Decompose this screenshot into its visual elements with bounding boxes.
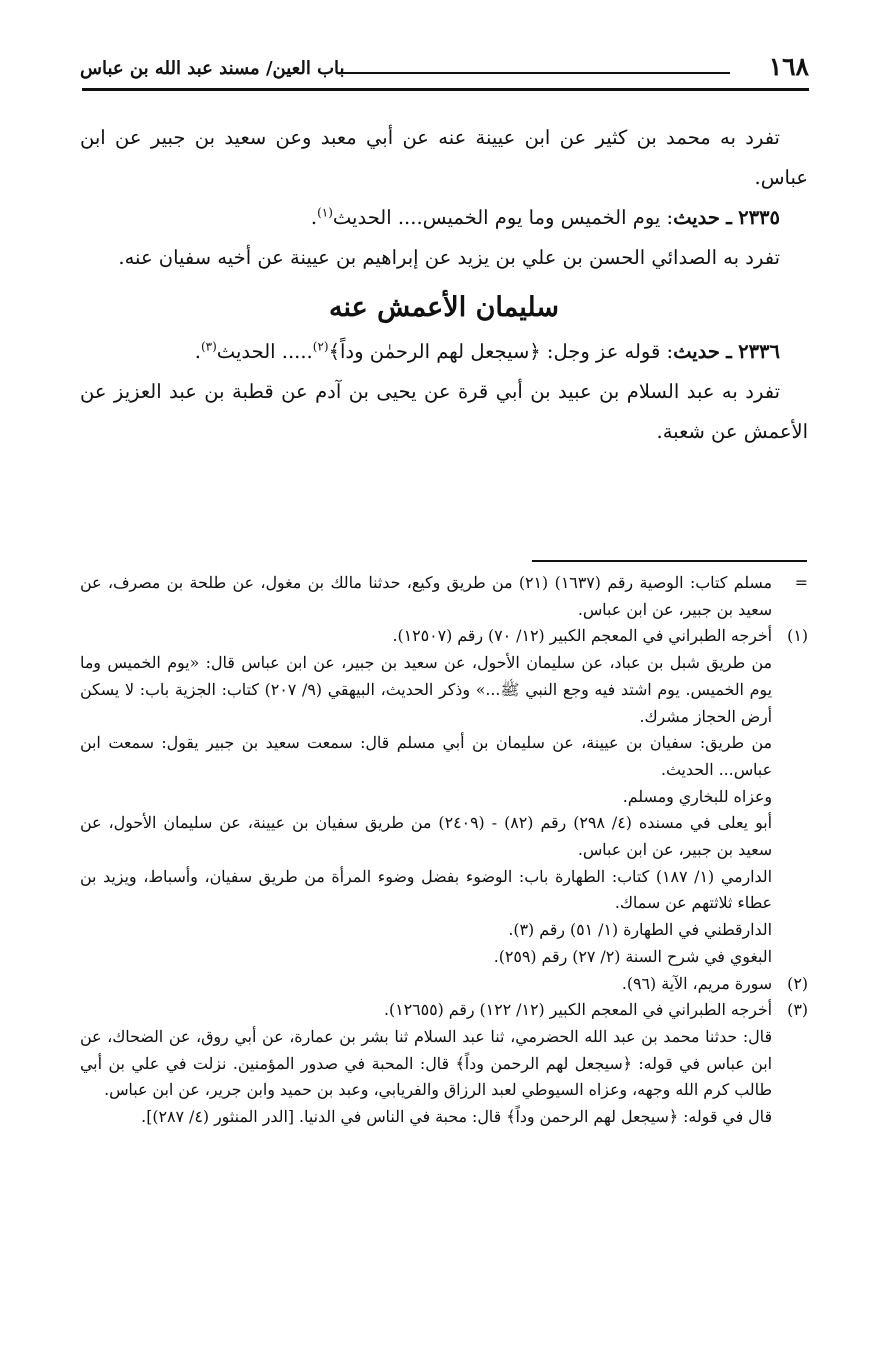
paragraph-1: تفرد به محمد بن كثير عن ابن عيينة عنه عن أبي معبد وعن سعيد بن جبير عن ابن عباس. <box>80 126 808 189</box>
footnote-1-source: من طريق شبل بن عباد، عن سليمان الأحول، عن سعيد بن جبير، عن ابن عباس قال: «يوم الخميس وما يوم الخميس. يوم اشتد فيه وجع النبي ﷺ...» وذكر الحديث، البيهقي (٩/ ٢٠٧) كتاب: الجزية باب: لا يسكن أرض الحجاز مشرك. <box>80 653 772 726</box>
footnote-1-source: من طريق: سفيان بن عيينة، عن سليمان بن أبي مسلم قال: سمعت سعيد بن جبير يقول: سمعت ابن عباس... الحديث. <box>80 733 772 779</box>
footnotes <box>80 570 808 1131</box>
page-number: ١٦٨ <box>768 52 809 81</box>
main-text <box>80 118 808 452</box>
footnote-3-source: قال: حدثنا محمد بن عبد الله الحضرمي، ثنا عبد السلام ثنا بشر بن عمارة، عن أبي روق، عن الضحاك، عن ابن عباس في قوله: ﴿سيجعل لهم الرحمن وداً﴾ قال: المحبة في صدور المؤمنين. نزلت في علي بن أبي طالب كرم الله وجهه، وعزاه السيوطي لعبد الرزاق والفريابي، وعبد بن حميد وابن جرير، عن ابن عباس. <box>80 1026 772 1100</box>
paragraph-2: تفرد به الصدائي الحسن بن علي بن يزيد عن إبراهيم بن عيينة عن أخيه سفيان عنه. <box>118 246 780 269</box>
hadith-text: : يوم الخميس وما يوم الخميس.... الحديث <box>332 206 674 229</box>
footnote-ref-3: (٣) <box>200 339 217 354</box>
hadith-text: : قوله عز وجل: ﴿سيجعل لهم الرحمٰن وداً﴾ <box>328 340 674 363</box>
hadith-keyword: حديث <box>673 206 720 229</box>
footnote-1-source: أبو يعلى في مسنده (٤/ ٢٩٨) رقم (٨٢) - (٢٤٠٩) من طريق سفيان بن عيينة، عن سليمان الأحول، عن سعيد بن جبير، عن ابن عباس. <box>80 813 773 860</box>
footnote-ref-1: (١) <box>317 205 333 220</box>
footnote-mark: (٢) <box>787 973 808 993</box>
paragraph-3: تفرد به عبد السلام بن عبيد بن أبي قرة عن يحيى بن آدم عن قطبة بن عبد العزيز عن الأعمش عن شعبة. <box>80 380 808 443</box>
running-title: باب العين/ مسند عبد الله بن عباس <box>80 58 345 79</box>
header-rule <box>82 88 809 91</box>
section-heading: سليمان الأعمش عنه <box>329 292 559 323</box>
hadith-number: ٢٣٣٥ <box>738 206 780 229</box>
footnote-1: (١) أخرجه الطبراني في المعجم الكبير (١٢/ ٧٠) رقم (١٢٥٠٧). <box>80 623 808 650</box>
footnote-separator <box>532 560 807 562</box>
footnote-3: (٣) أخرجه الطبراني في المعجم الكبير (١٢/ ١٢٢) رقم (١٢٦٥٥). <box>80 997 808 1024</box>
continuation-mark: = <box>794 573 808 592</box>
footnote-ref-2: (٢) <box>312 339 329 354</box>
footnote-mark: (٣) <box>787 1000 808 1020</box>
hadith-2336: ٢٣٣٦ ـ حديث: قوله عز وجل: ﴿سيجعل لهم الرحمٰن وداً﴾$^{(٢)}$..... الحديث$^{(٣)}$. <box>194 339 780 363</box>
footnote-mark: (١) <box>787 626 808 646</box>
hadith-keyword: حديث <box>673 340 720 363</box>
footnote-1-source: البغوي في شرح السنة (٢/ ٢٧) رقم (٢٥٩). <box>493 946 772 966</box>
hadith-2335: ٢٣٣٥ ـ حديث: يوم الخميس وما يوم الخميس.... الحديث$^{(١)}$. <box>310 205 780 229</box>
footnote-1-source: الدارمي (١/ ١٨٧) كتاب: الطهارة باب: الوضوء بفضل وضوء المرأة من طريق سفيان، وأسباط، ويزيد بن عطاء ثلاثتهم عن سماك. <box>80 866 772 913</box>
footnote-3-source: قال في قوله: ﴿سيجعل لهم الرحمن وداً﴾ قال: محبة في الناس في الدنيا. [الدر المنثور (٤/ ٢٨٧)]. <box>141 1107 772 1127</box>
footnote-2: (٢) سورة مريم، الآية (٩٦). <box>80 971 808 998</box>
hadith-number: ٢٣٣٦ <box>738 340 780 363</box>
footnote-1-source: الدارقطني في الطهارة (١/ ٥١) رقم (٣). <box>508 920 772 940</box>
footnote-1-source: وعزاه للبخاري ومسلم. <box>622 786 772 806</box>
footnote-continuation: = مسلم كتاب: الوصية رقم (١٦٣٧) (٢١) من طريق وكيع، حدثنا مالك بن مغول، عن طلحة بن مصرف، عن سعيد بن جبير، عن ابن عباس. <box>80 570 808 623</box>
header-rule-short <box>340 72 730 74</box>
